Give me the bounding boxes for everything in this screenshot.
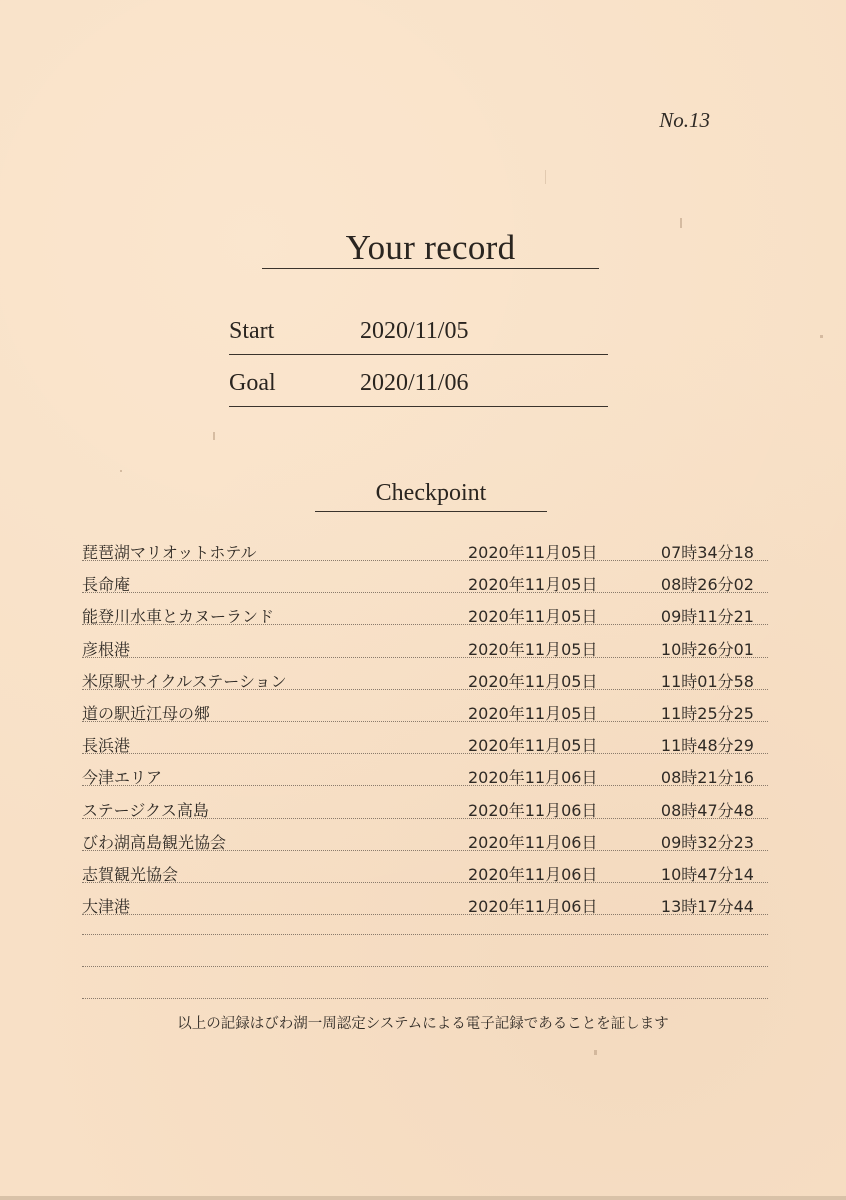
goal-rule [229, 406, 608, 407]
checkpoint-row [82, 536, 768, 568]
checkpoint-date: 2020年11月06日 [468, 832, 598, 852]
paper-speck [820, 335, 823, 338]
checkpoint-time: 11時25分25 [660, 703, 754, 723]
start-row [229, 318, 608, 354]
checkpoint-time: 09時32分23 [660, 832, 754, 852]
paper-speck [545, 170, 546, 184]
checkpoint-time: 13時17分44 [660, 897, 754, 917]
checkpoint-row [82, 697, 768, 729]
checkpoint-name: 長命庵 [82, 575, 131, 595]
checkpoint-row [82, 858, 768, 890]
checkpoint-name: ステージクス高島 [82, 800, 209, 820]
checkpoint-row [82, 600, 768, 632]
paper-speck [594, 1050, 597, 1055]
checkpoint-name: 今津エリア [82, 768, 163, 788]
checkpoint-time: 08時21分16 [660, 768, 754, 788]
checkpoint-date: 2020年11月05日 [468, 575, 598, 595]
empty-dotted-rule [82, 998, 768, 999]
paper-speck [120, 470, 122, 472]
checkpoint-name: びわ湖高島観光協会 [82, 832, 227, 852]
checkpoint-name: 大津港 [82, 897, 131, 917]
checkpoint-time: 10時47分14 [660, 864, 754, 884]
dotted-rule [82, 624, 768, 625]
checkpoint-row [82, 665, 768, 697]
checkpoint-row [82, 633, 768, 665]
start-rule [229, 354, 608, 355]
checkpoint-row [82, 794, 768, 826]
checkpoint-date: 2020年11月06日 [468, 768, 598, 788]
checkpoint-date: 2020年11月05日 [468, 671, 598, 691]
page-bottom-edge [0, 1196, 846, 1200]
empty-dotted-rule [82, 934, 768, 935]
checkpoint-date: 2020年11月06日 [468, 897, 598, 917]
checkpoint-date: 2020年11月05日 [468, 736, 598, 756]
checkpoint-time: 11時01分58 [660, 671, 754, 691]
checkpoint-list [82, 536, 768, 922]
checkpoint-row [82, 729, 768, 761]
certification-statement: 以上の記録はびわ湖一周認定システムによる電子記録であることを証します [177, 1016, 669, 1032]
dotted-rule [82, 882, 768, 883]
goal-row [229, 370, 608, 406]
checkpoint-name: 長浜港 [82, 736, 131, 756]
checkpoint-name: 能登川水車とカヌーランド [82, 607, 275, 627]
title-underline [262, 268, 599, 269]
checkpoint-time: 08時47分48 [660, 800, 754, 820]
checkpoint-row [82, 890, 768, 922]
dotted-rule [82, 560, 768, 561]
checkpoint-date: 2020年11月05日 [468, 607, 598, 627]
start-date: 2020/11/05 [360, 318, 469, 344]
serial-number: No.13 [659, 108, 710, 132]
checkpoint-row [82, 826, 768, 858]
dotted-rule [82, 753, 768, 754]
dotted-rule [82, 914, 768, 915]
checkpoint-heading: Checkpoint [375, 480, 487, 506]
checkpoint-name: 道の駅近江母の郷 [82, 703, 211, 723]
dotted-rule [82, 785, 768, 786]
checkpoint-time: 07時34分18 [660, 543, 754, 562]
paper-speck [213, 432, 215, 440]
checkpoint-time: 11時48分29 [660, 736, 754, 756]
paper-speck [680, 218, 682, 228]
goal-date: 2020/11/06 [360, 370, 469, 396]
checkpoint-time: 09時11分21 [660, 607, 754, 627]
dotted-rule [82, 592, 768, 593]
goal-label: Goal [229, 370, 276, 396]
checkpoint-row [82, 761, 768, 793]
checkpoint-name: 志賀観光協会 [82, 864, 179, 884]
start-label: Start [229, 318, 275, 344]
checkpoint-time: 10時26分01 [660, 639, 754, 659]
checkpoint-name: 彦根港 [82, 639, 131, 659]
checkpoint-date: 2020年11月06日 [468, 864, 598, 884]
checkpoint-date: 2020年11月06日 [468, 800, 598, 820]
checkpoint-row [82, 568, 768, 600]
empty-dotted-rule [82, 966, 768, 967]
checkpoint-date: 2020年11月05日 [468, 639, 598, 659]
checkpoint-underline [315, 511, 547, 512]
dotted-rule [82, 850, 768, 851]
dotted-rule [82, 818, 768, 819]
checkpoint-date: 2020年11月05日 [468, 703, 598, 723]
dotted-rule [82, 689, 768, 690]
dotted-rule [82, 657, 768, 658]
checkpoint-date: 2020年11月05日 [468, 543, 598, 562]
dotted-rule [82, 721, 768, 722]
checkpoint-name: 琵琶湖マリオットホテル [82, 543, 257, 562]
page-title: Your record [345, 228, 516, 267]
checkpoint-time: 08時26分02 [660, 575, 754, 595]
checkpoint-name: 米原駅サイクルステーション [82, 671, 287, 691]
